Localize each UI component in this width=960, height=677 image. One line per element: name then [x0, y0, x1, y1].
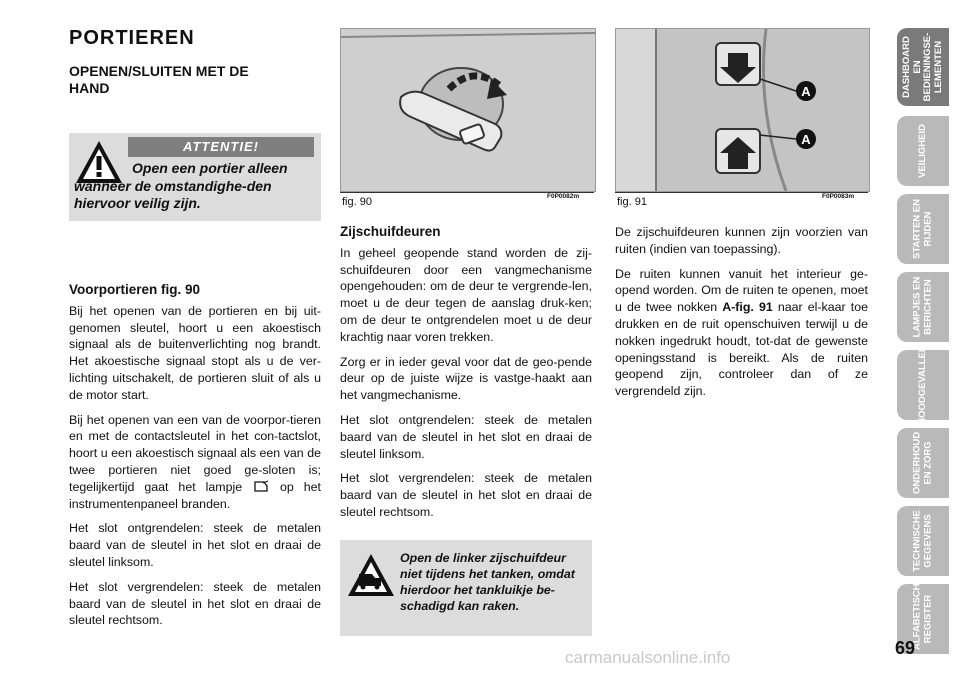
figure-91-code: F0P0083m	[822, 193, 855, 200]
column-sliding-doors	[340, 224, 592, 529]
tab-label: STARTEN EN RIJDEN	[911, 199, 933, 259]
paragraph: Het slot vergrendelen: steek de metalen baard van de sleutel in het slot en draai de sleutel rechtsom.	[340, 471, 592, 519]
tab-label: DASHBOARD EN BEDIENINGSE-LEMENTEN	[901, 32, 944, 102]
sliding-doors-heading: Zijschuifdeuren	[340, 224, 441, 239]
figure-90-caption: fig. 90	[342, 196, 372, 208]
paragraph: Het slot ontgrendelen: steek de metalen baard van de sleutel in het slot en draai de sleutel linksom.	[69, 521, 321, 569]
tab-starting-driving[interactable]	[897, 194, 949, 264]
figure-91-window-latches	[615, 28, 870, 192]
tab-label: VEILIGHEID	[916, 124, 928, 178]
page-number: 69	[895, 638, 916, 658]
tab-label: ALFABETISCH REGISTER	[911, 583, 933, 650]
tab-maintenance[interactable]	[897, 428, 949, 498]
paragraph: Het slot vergrendelen: steek de metalen baard van de sleutel in het slot en draai de sleutel rechtsom.	[69, 579, 321, 628]
tab-label: NOODGEVALLEN	[916, 345, 928, 425]
figure-90-code: F0P0082m	[547, 193, 580, 200]
tab-safety[interactable]	[897, 116, 949, 186]
warning-fuel-text: Open de linker zijschuifdeur niet tijdens het tanken, omdat hierdoor het tankluikje be-schadigd kan raken.	[400, 551, 575, 613]
tab-label: ONDERHOUD EN ZORG	[911, 431, 933, 494]
door-open-warning-lamp-icon	[252, 480, 270, 493]
label-a-upper: A	[801, 84, 811, 99]
door-handle-illustration	[341, 29, 595, 191]
tab-dashboard[interactable]	[897, 28, 949, 106]
tab-label: TECHNISCHE GEGEVENS	[911, 510, 933, 572]
paragraph-part: op het instrumentenpaneel branden.	[69, 479, 321, 511]
paragraph-part: De ruiten kunnen vanuit het interieur ge-opend worden. Om de ruiten te openen, moet u de twee nokken	[615, 266, 868, 315]
column-front-doors	[69, 282, 321, 637]
paragraph: Het slot ontgrendelen: steek de metalen baard van de sleutel in het slot en draai de sleutel linksom.	[340, 412, 592, 461]
warning-text: Open een portier alleen wanneer de omstandighe-den hiervoor veilig zijn.	[74, 160, 288, 211]
tab-technical-data[interactable]	[897, 506, 949, 576]
figure-91-rule	[615, 192, 868, 193]
paragraph-part: Bij het openen van een van de voorpor-tieren en met de contactsleutel in het con-tactslot, hoort u een akoestisch signaal als een van de twee portieren niet goed ge-sloten is; tegelijkertijd gaat het lampje	[69, 412, 321, 494]
front-doors-heading: Voorportieren fig. 90	[69, 282, 201, 297]
tab-lamps-messages[interactable]	[897, 272, 949, 342]
figure-90-rule	[340, 192, 594, 193]
paragraph: In geheel geopende stand worden de zij-schuifdeuren door een vangmechanisme opengehouden: om de deur te vergrende-len, moet u de deur tegen de aanslag druk-ken; om de deur te ontgrendelen moet u de deur krachtig naar voren trekken.	[340, 245, 592, 344]
column-windows	[615, 224, 868, 408]
window-latch-illustration	[616, 29, 869, 191]
paragraph-with-lamp	[69, 412, 321, 513]
tab-emergency[interactable]	[897, 345, 949, 425]
label-a-lower: A	[801, 132, 811, 147]
paragraph: Bij het openen van de portieren en bij uit-genomen sleutel, hoort u een akoestisch signaal als de buitenverlichting nog brandt. Het akoestische signaal stopt als u de ver-lichting uitschakelt, de portieren sluit of als u de motor start.	[69, 303, 321, 402]
paragraph: De zijschuifdeuren kunnen zijn voorzien van ruiten (indien van toepassing).	[615, 225, 868, 256]
page-title: PORTIEREN	[69, 27, 195, 49]
paragraph-with-ref	[615, 266, 868, 400]
figure-reference: A-fig. 91	[722, 300, 773, 315]
watermark: carmanualsonline.info	[565, 648, 731, 667]
section-subtitle: OPENEN/SLUITEN MET DE HAND	[69, 63, 249, 96]
paragraph-part: naar el-kaar toe drukken en de ruit openschuiven terwijl u de nokken ingedrukt houdt, tot-dat de gewenste openingsstand is bereikt. Als de ruiten geopend zijn, controleer dan of ze vergrendeld zijn.	[615, 300, 868, 399]
figure-90-door-handle	[340, 28, 596, 192]
paragraph: Zorg er in ieder geval voor dat de geo-pende deur op de juiste wijze is vastge-haakt aan het vangmechanisme.	[340, 354, 592, 403]
warning-header: ATTENTIE!	[128, 137, 314, 157]
van-warning-triangle-icon	[346, 552, 396, 598]
figure-91-caption: fig. 91	[617, 196, 647, 208]
tab-label: LAMPJES EN BERICHTEN	[911, 276, 933, 338]
